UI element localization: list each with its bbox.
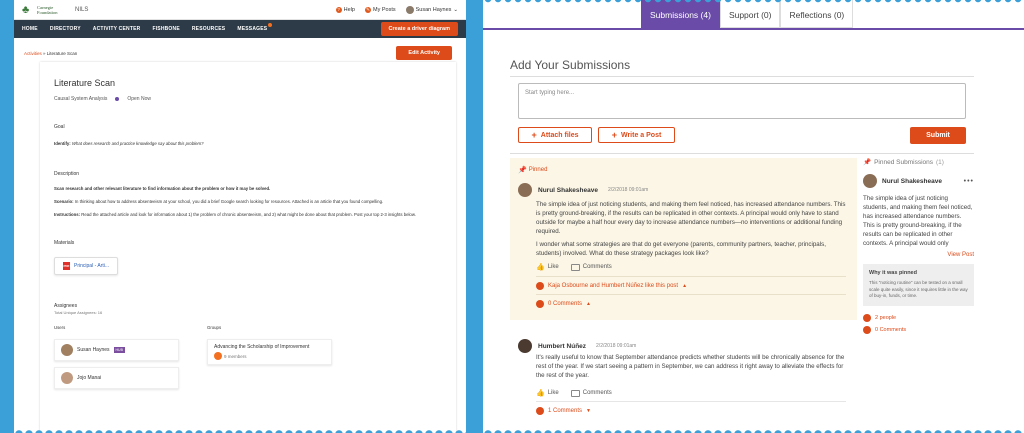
notification-dot xyxy=(268,23,272,27)
submissions-panel xyxy=(483,0,1024,433)
comments-button[interactable] xyxy=(571,264,612,271)
comments-icon xyxy=(536,407,544,415)
pinned-author[interactable]: Nurul Shakesheave xyxy=(882,177,942,185)
pin-icon: 📌 xyxy=(863,159,872,166)
breadcrumb-activities-link[interactable]: Activities xyxy=(24,51,42,56)
tab-bar xyxy=(641,0,853,28)
caret-up-icon: ▲ xyxy=(682,283,688,289)
status-badge: Open Now xyxy=(127,96,151,102)
group-name: Advancing the Scholarship of Improvement xyxy=(214,344,310,350)
breadcrumb xyxy=(24,46,77,56)
scenario-label: Scenario: xyxy=(54,199,74,204)
decorative-edge xyxy=(14,428,466,433)
decorative-edge xyxy=(483,0,1024,4)
top-bar xyxy=(14,0,466,20)
pinned-submissions-sidebar xyxy=(863,158,974,388)
pinned-excerpt: The simple idea of just noticing students, and making them feel noticed, has increased attendance numbers. This is pretty ground-breaking, if the results can be replicated in other contexts. A principal would only xyxy=(863,195,973,247)
pinned-comments[interactable] xyxy=(863,326,974,334)
groups-label: Groups xyxy=(207,325,222,330)
group-members: 9 members xyxy=(224,353,247,359)
comment-count: 0 Comments xyxy=(548,301,583,307)
comments-label: Comments xyxy=(582,390,612,396)
comment-count: 1 Comments xyxy=(548,408,583,414)
pinned-likes-count: 2 people xyxy=(875,314,897,321)
submit-button[interactable]: Submit xyxy=(910,127,966,144)
post-actions xyxy=(536,263,612,271)
users-label: Users xyxy=(54,325,66,330)
pinned-label xyxy=(518,166,547,174)
likers-text: Kaja Osbourne and Humbert Núñez like this post xyxy=(548,283,679,289)
more-options-icon[interactable]: ••• xyxy=(963,177,974,185)
pinned-comments-count: 0 Comments xyxy=(875,326,907,333)
comments-icon xyxy=(536,300,544,308)
comment-icon xyxy=(571,264,580,271)
nav-fishbone[interactable]: FISHBONE xyxy=(152,26,180,32)
plus-icon: + xyxy=(531,129,537,140)
likes-summary[interactable] xyxy=(536,282,687,290)
avatar xyxy=(406,6,414,14)
why-pinned-title: Why it was pinned xyxy=(869,270,917,276)
post-header xyxy=(518,183,648,197)
goal-text xyxy=(54,140,442,147)
chevron-down-icon: ⌄ xyxy=(453,6,458,13)
assignee-name: Susan Haynes xyxy=(77,347,110,353)
tab-underline xyxy=(483,28,1024,30)
description-lead xyxy=(54,185,442,192)
pinned-likes[interactable] xyxy=(863,314,974,322)
comment-icon xyxy=(571,390,580,397)
post-body: It's really useful to know that September attendance predicts whether students will be chronically absence for the rest of the year. If we start seeing a pattern in September, we can address it right away to alleviate the effects for the rest of the year. xyxy=(536,354,845,379)
nav-activity-center[interactable]: ACTIVITY CENTER xyxy=(92,26,141,32)
write-post-label: Write a Post xyxy=(620,131,662,139)
nav-resources[interactable]: RESOURCES xyxy=(191,26,226,32)
section-heading: Add Your Submissions xyxy=(510,58,631,72)
comments-icon xyxy=(863,326,871,334)
post-author[interactable]: Nurul Shakesheave xyxy=(538,186,598,194)
divider xyxy=(536,401,846,402)
thumbs-up-icon: 👍 xyxy=(536,390,545,397)
activity-type: Causal System Analysis xyxy=(54,96,108,102)
post-author[interactable]: Humbert Núñez xyxy=(538,342,587,350)
post-date: 2/2/2018 09:01am xyxy=(596,343,637,349)
carnegie-logo[interactable] xyxy=(22,4,71,16)
submission-input[interactable]: Start typing here... xyxy=(518,83,966,119)
status-dot-icon xyxy=(115,97,119,101)
assignees-label: Assignees xyxy=(54,303,78,309)
post-paragraph: I wonder what some strategies are that do get everyone (parents, community partners, teacher, principals, students) involved. What do these strategy packages look like? xyxy=(536,241,826,257)
breadcrumb-current: Literature Scan xyxy=(46,51,78,56)
tab-support[interactable]: Support (0) xyxy=(720,0,781,28)
my-posts-link[interactable] xyxy=(365,7,396,13)
post-date: 2/2/2018 09:01am xyxy=(607,187,649,193)
nav-home[interactable]: HOME xyxy=(22,26,38,32)
post-paragraph: The simple idea of just noticing students, and making them feel noticed, has increased attendance numbers. This is pretty ground-breaking, if the results can be replicated in other contexts. A principal would only have to stand outside for maybe a half hour every day to increase attendance numbers—no interventions or additional funding required. xyxy=(536,201,846,235)
comments-label: Comments xyxy=(582,264,612,270)
instructions-body: Read the attached article and look for information about 1) the problem of chronic absenteeism, and 2) what might be done about that problem. Post your top 2-3 insights below. xyxy=(81,212,416,217)
avatar xyxy=(61,372,73,384)
material-name: Principal - Arti... xyxy=(74,263,110,269)
likes-icon xyxy=(863,314,871,322)
why-pinned-text: This "noticing routine" can be tested on a small scale quite easily, since it requires little in the way of buy-in, funds, or time. xyxy=(869,280,968,298)
nav-directory[interactable]: DIRECTORY xyxy=(49,26,81,32)
comments-toggle[interactable] xyxy=(536,407,591,415)
goal-identify-text: What does research and practice knowledge say about this problem? xyxy=(71,141,204,146)
comments-toggle[interactable] xyxy=(536,300,591,308)
my-posts-label: My Posts xyxy=(372,6,396,13)
page-title: Literature Scan xyxy=(54,78,116,88)
likes-icon xyxy=(536,282,544,290)
org-name: Carnegie Foundation xyxy=(37,4,58,15)
write-post-button[interactable] xyxy=(598,127,675,143)
pinned-count: (1) xyxy=(936,158,944,166)
pinned-submissions-title xyxy=(863,158,974,166)
pdf-icon: PDF xyxy=(63,264,70,268)
caret-down-icon: ▼ xyxy=(586,408,591,414)
app-name: NILS xyxy=(75,6,89,13)
like-label: Like xyxy=(547,390,559,396)
like-button[interactable] xyxy=(536,389,559,397)
avatar[interactable] xyxy=(518,339,532,353)
main-nav xyxy=(14,20,466,38)
pinned-text: Pinned xyxy=(528,167,548,173)
user-menu[interactable] xyxy=(406,6,458,14)
activity-panel xyxy=(14,0,466,433)
divider xyxy=(536,294,846,295)
submission-composer xyxy=(510,76,974,154)
view-post-link[interactable]: View Post xyxy=(947,252,974,258)
decorative-edge xyxy=(483,428,1024,433)
posts-icon: ✎ xyxy=(366,6,370,12)
pinned-post xyxy=(510,158,857,320)
total-assignees: Total Unique Assignees: 16 xyxy=(54,310,103,315)
scenario-body: In thinking about how to address absenteeism at your school, you did a brief Google search looking for resources. Attached is an article that you found compelling. xyxy=(74,199,384,204)
assignee-name: Jojo Manai xyxy=(77,375,102,381)
scenario-text xyxy=(54,198,442,205)
comments-button[interactable] xyxy=(571,390,612,397)
like-button[interactable] xyxy=(536,263,559,271)
avatar[interactable] xyxy=(863,174,877,188)
instructions-text xyxy=(54,211,442,218)
like-label: Like xyxy=(547,264,559,270)
activity-card xyxy=(40,62,456,433)
nav-messages[interactable] xyxy=(237,26,267,32)
plus-icon: + xyxy=(611,129,617,140)
edit-activity-button[interactable]: Edit Activity xyxy=(396,46,452,60)
attach-files-label: Attach files xyxy=(540,131,579,139)
avatar xyxy=(61,344,73,356)
divider xyxy=(536,276,846,277)
material-attachment[interactable] xyxy=(54,257,118,275)
post-header xyxy=(518,339,636,353)
description-label: Description xyxy=(54,171,80,177)
help-link[interactable] xyxy=(336,7,355,13)
assignee-card[interactable] xyxy=(54,339,179,361)
members-icon xyxy=(214,352,222,360)
goal-label: Goal xyxy=(54,124,65,130)
pinned-title-text: Pinned Submissions xyxy=(874,158,933,166)
thumbs-up-icon: 👍 xyxy=(536,264,545,271)
why-pinned-box xyxy=(863,264,974,306)
help-label: Help xyxy=(343,6,355,13)
description-lead-text: Scan research and other relevant literature to find information about the problem or how it may be solved. xyxy=(54,186,271,191)
avatar[interactable] xyxy=(518,183,532,197)
materials-label: Materials xyxy=(54,240,75,246)
assignee-card[interactable] xyxy=(54,367,179,389)
breadcrumb-separator: » xyxy=(41,51,47,56)
help-icon: ? xyxy=(337,6,340,12)
goal-identify-label: Identify: xyxy=(54,141,71,146)
tree-icon: ♣ xyxy=(22,3,30,16)
pinned-author-row xyxy=(863,174,974,188)
instructions-label: Instructions: xyxy=(54,212,81,217)
pin-icon: 📌 xyxy=(518,167,527,174)
post xyxy=(510,328,857,433)
caret-up-icon: ▲ xyxy=(586,301,591,307)
attach-files-button[interactable] xyxy=(518,127,592,143)
post-actions xyxy=(536,389,612,397)
nav-messages-label: MESSAGES xyxy=(237,26,268,32)
group-card[interactable] xyxy=(207,339,332,365)
post-body xyxy=(536,200,846,258)
user-name: Susan Haynes xyxy=(415,6,452,13)
hub-badge: HUB xyxy=(115,348,123,352)
tab-submissions[interactable]: Submissions (4) xyxy=(641,0,720,28)
tab-reflections[interactable]: Reflections (0) xyxy=(780,0,853,28)
create-driver-diagram-button[interactable]: Create a driver diagram xyxy=(381,22,458,36)
